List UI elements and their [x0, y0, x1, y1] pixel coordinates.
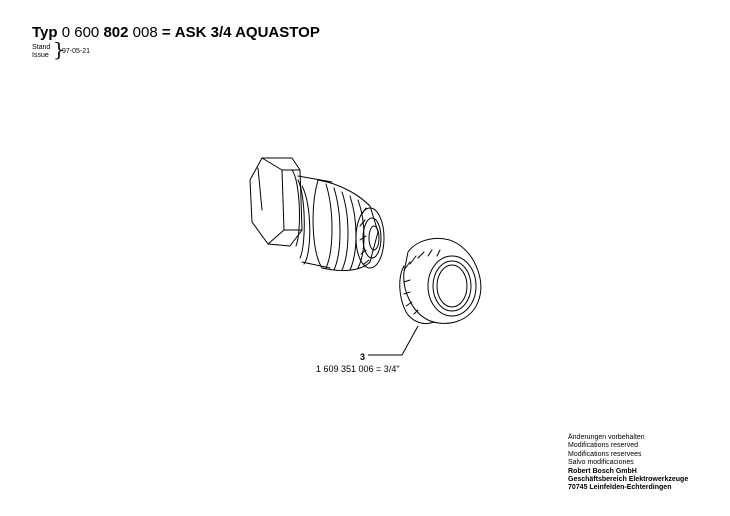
stand-label: Stand [32, 44, 51, 51]
footer-notes [568, 434, 688, 493]
footer-line-de: Änderungen vorbehalten [568, 434, 645, 441]
product-name: ASK 3/4 AQUASTOP [174, 24, 320, 41]
footer-line-fr: Modifications reservees [568, 450, 642, 458]
issue-date: 97-05-21 [62, 48, 91, 55]
company-division: Geschäftsbereich Elektrowerkzeuge [568, 476, 689, 484]
footer-line-es: Salvo modificaciones [568, 459, 634, 467]
type-number-part2: 802 [103, 24, 129, 41]
company-name: Robert Bosch GmbH [568, 467, 637, 475]
type-number-part1: 0 600 [61, 24, 100, 41]
issue-label: Issue [32, 52, 49, 59]
brace-icon: } [53, 39, 66, 61]
company-address: 70745 Leinfelden-Echterdingen [568, 484, 672, 492]
type-number-part3: 008 [132, 24, 158, 41]
part-number: 1 609 351 006 = 3/4" [316, 364, 400, 374]
typ-label: Typ [32, 24, 58, 41]
position-number: 3 [360, 352, 366, 362]
nut-drawing [400, 238, 481, 323]
footer-line-en: Modifications reserved [568, 442, 639, 450]
hose-connector-drawing [250, 158, 384, 270]
equals-sign: = [161, 24, 171, 41]
leader-line [368, 326, 418, 355]
